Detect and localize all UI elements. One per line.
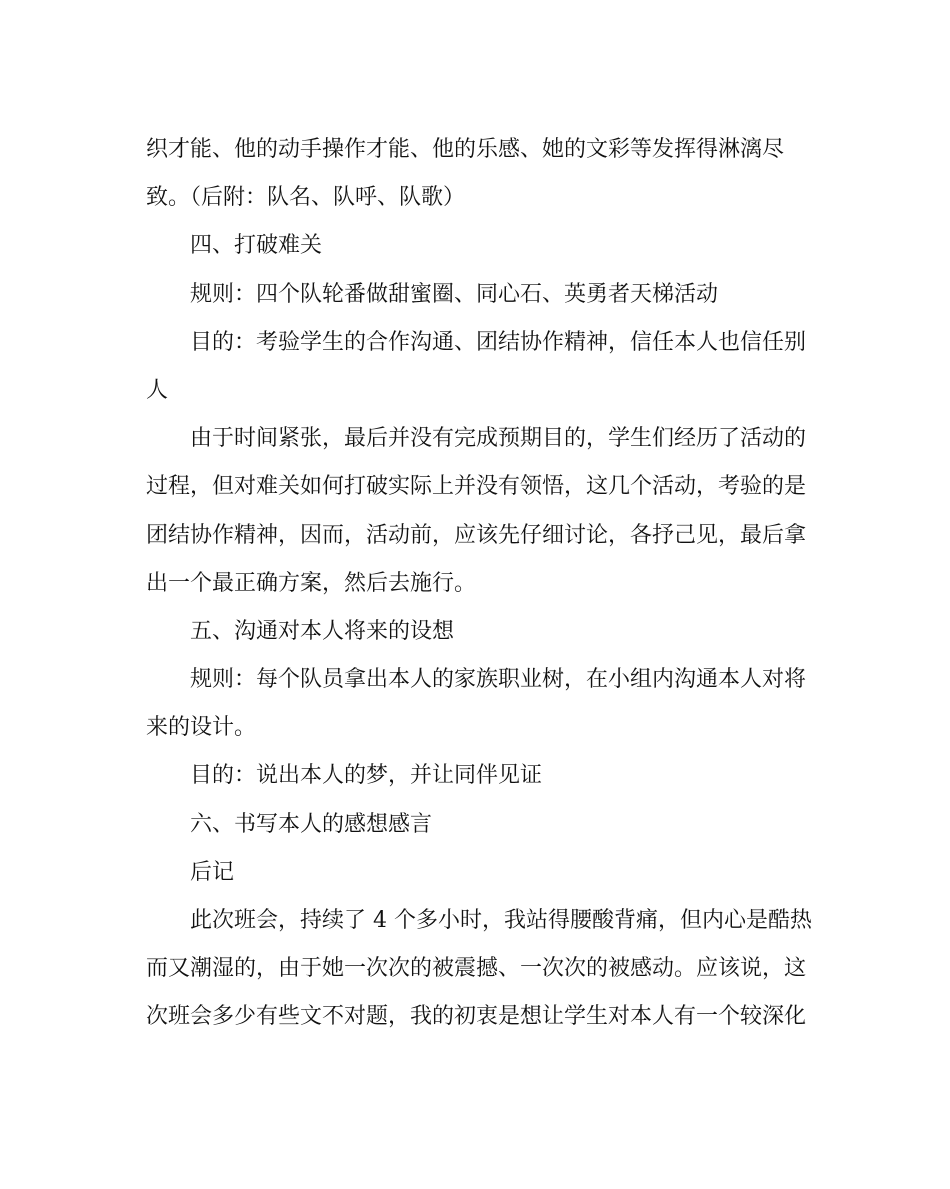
- text-line: 人: [146, 377, 169, 403]
- text-line: 出一个最正确方案，然后去施行。: [146, 570, 477, 596]
- text-line: 目的：考验学生的合作沟通、团结协作精神，信任本人也信任别: [190, 329, 807, 355]
- text-line: 规则：四个队轮番做甜蜜圈、同心石、英勇者天梯活动: [190, 281, 719, 307]
- text-line: 团结协作精神，因而，活动前，应该先仔细讨论，各抒己见，最后拿: [146, 522, 807, 548]
- text-line: 来的设计。: [146, 715, 257, 741]
- document-body: [146, 126, 812, 1042]
- text-line: 织才能、他的动手操作才能、他的乐感、她的文彩等发挥得淋漓尽: [146, 137, 785, 162]
- text-line: 次班会多少有些文不对题，我的初衷是想让学生对本人有一个较深化: [146, 1004, 807, 1030]
- text-line: 此次班会，持续了 4 个多小时，我站得腰酸背痛，但内心是酷热: [190, 908, 812, 933]
- section-heading: 四、打破难关: [190, 233, 323, 259]
- section-heading: 五、沟通对本人将来的设想: [190, 618, 455, 644]
- text-line: 规则：每个队员拿出本人的家族职业树，在小组内沟通本人对将: [190, 667, 807, 693]
- text-line: 由于时间紧张，最后并没有完成预期目的，学生们经历了活动的: [190, 426, 807, 452]
- text-line: 目的：说出本人的梦，并让同伴见证: [190, 763, 543, 789]
- text-line: 而又潮湿的，由于她一次次的被震撼、一次次的被感动。应该说，这: [146, 956, 807, 982]
- text-line: 过程，但对难关如何打破实际上并没有领悟，这几个活动，考验的是: [146, 474, 807, 500]
- text-line: 致。（后附：队名、队呼、队歌）: [146, 185, 466, 211]
- section-heading: 后记: [190, 859, 235, 885]
- section-heading: 六、书写本人的感想感言: [190, 811, 433, 837]
